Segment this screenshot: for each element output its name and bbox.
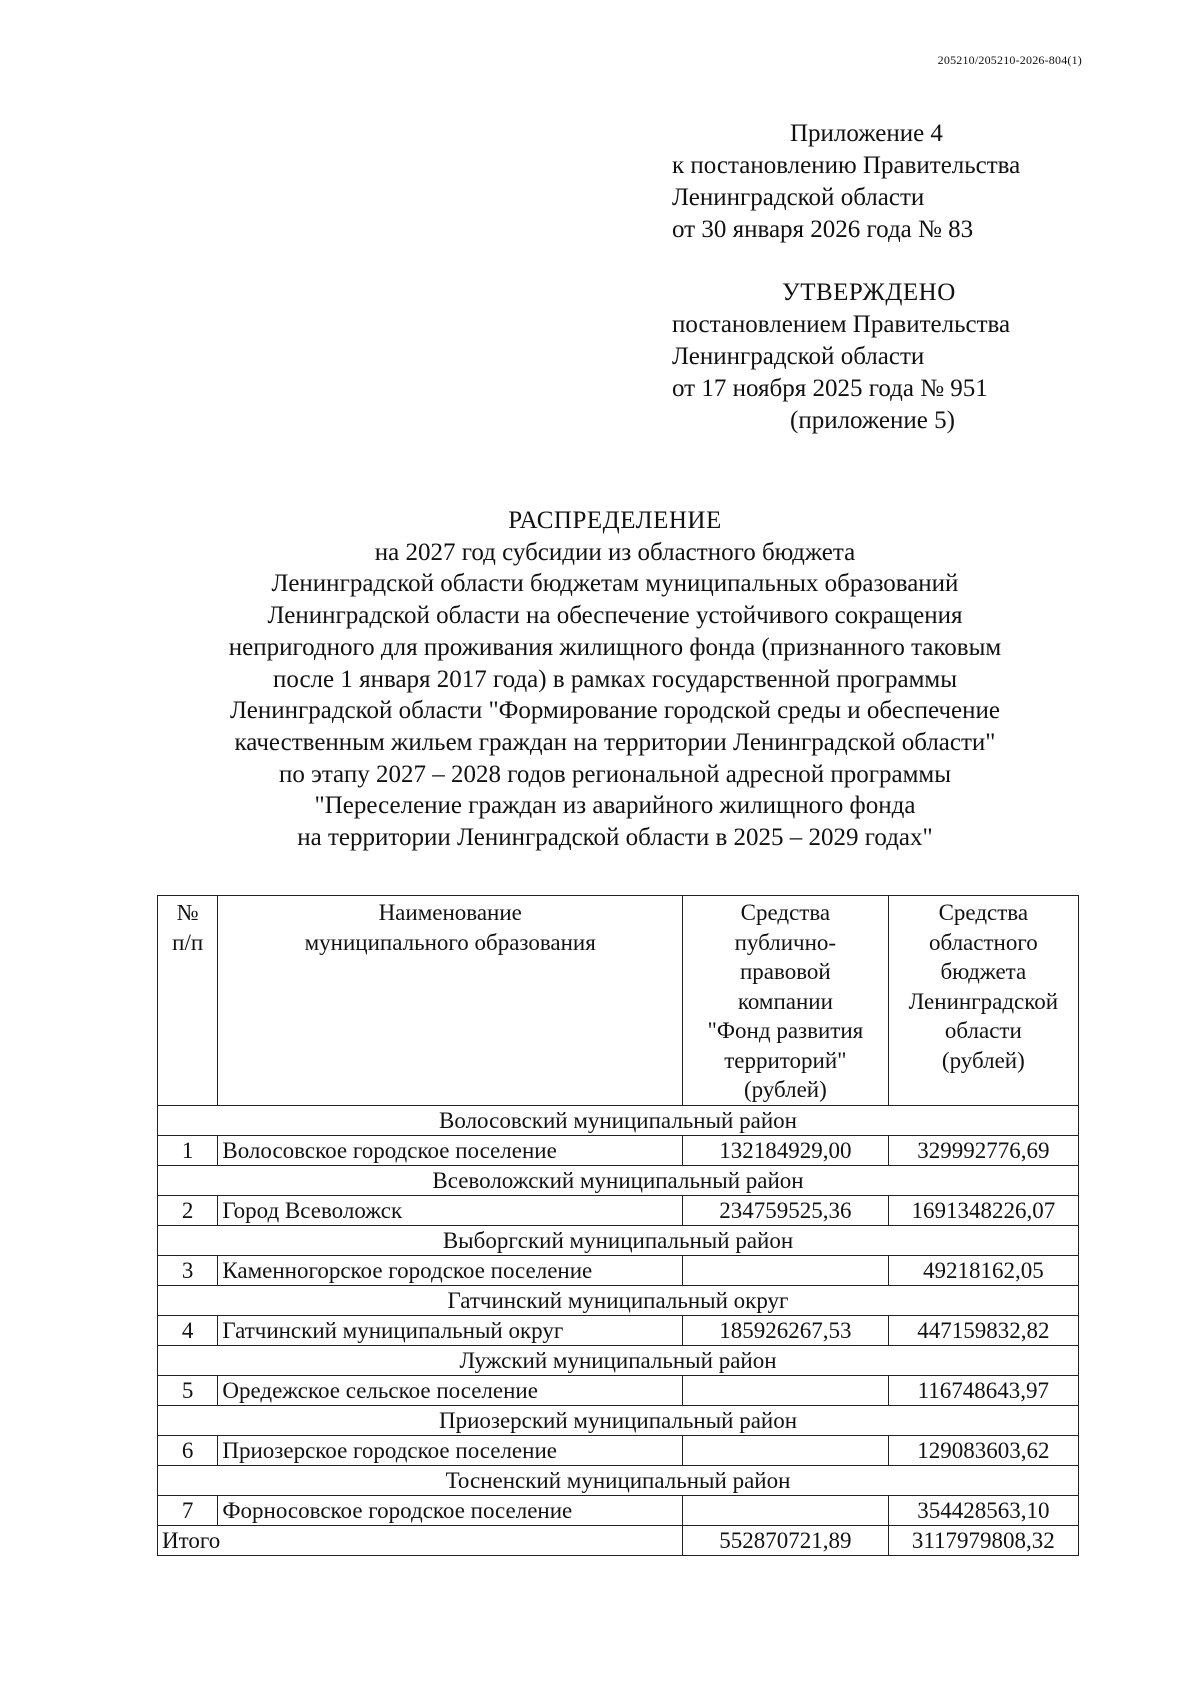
title-line: на территории Ленинградской области в 2025 – 2029 годах" — [297, 824, 933, 852]
title-line: на 2027 год субсидии из областного бюджета — [374, 538, 856, 566]
header-fund: Средства публично- правовой компании "Фонд развития территорий" (рублей) — [683, 896, 889, 1106]
appendix-line: Ленинградской области — [672, 184, 925, 211]
title-heading: РАСПРЕДЕЛЕНИЕ — [508, 507, 722, 534]
document-title — [150, 505, 1080, 854]
approved-line: (приложение 5) — [790, 407, 955, 434]
title-line: Ленинградской области "Формирование городской среды и обеспечение — [229, 697, 1001, 725]
district-row: Лужский муниципальный район — [158, 1345, 1079, 1375]
distribution-table — [157, 895, 1079, 1556]
district-row: Выборгский муниципальный район — [158, 1225, 1079, 1255]
table-row: 5 Оредежское сельское поселение 116748643,97 — [158, 1375, 1079, 1405]
approved-heading: УТВЕРЖДЕНО — [782, 279, 956, 306]
appendix-line: к постановлению Правительства — [672, 152, 1021, 179]
title-line: Ленинградской области бюджетам муниципальных образований — [271, 570, 959, 598]
table-row: 6 Приозерское городское поселение 129083603,62 — [158, 1435, 1079, 1465]
table-row: 2 Город Всеволожск 234759525,36 1691348226,07 — [158, 1195, 1079, 1225]
title-line: качественным жильем граждан на территории Ленинградской области" — [234, 728, 996, 756]
table-row: 4 Гатчинский муниципальный округ 185926267,53 447159832,82 — [158, 1315, 1079, 1345]
header-regional-budget: Средства областного бюджета Ленинградской области (рублей) — [888, 896, 1078, 1106]
district-row: Тосненский муниципальный район — [158, 1465, 1079, 1495]
title-line: по этапу 2027 – 2028 годов региональной адресной программы — [278, 760, 952, 788]
total-row — [158, 1525, 1079, 1555]
total-fund: 552870721,89 — [683, 1525, 889, 1555]
approved-line: постановлением Правительства — [672, 311, 1011, 338]
approved-line: от 17 ноября 2025 года № 951 — [672, 375, 988, 402]
district-row: Гатчинский муниципальный округ — [158, 1285, 1079, 1315]
header-num: № п/п — [158, 896, 218, 1106]
title-line: непригодного для проживания жилищного фонда (признанного таковым — [228, 633, 1002, 661]
table-row: 7 Форносовское городское поселение 354428563,10 — [158, 1495, 1079, 1525]
appendix-line: от 30 января 2026 года № 83 — [672, 216, 974, 243]
approved-line: Ленинградской области — [672, 343, 925, 370]
approved-block — [672, 277, 1010, 437]
table-row: 1 Волосовское городское поселение 132184929,00 329992776,69 — [158, 1135, 1079, 1165]
title-line: после 1 января 2017 года) в рамках государственной программы — [272, 665, 958, 693]
title-line: "Переселение граждан из аварийного жилищного фонда — [314, 792, 916, 820]
appendix-line: Приложение 4 — [790, 120, 943, 147]
table-header-row — [158, 896, 1079, 1106]
document-number: 205210/205210-2026-804(1) — [937, 53, 1082, 67]
appendix-block — [672, 118, 1020, 246]
district-row: Волосовский муниципальный район — [158, 1105, 1079, 1135]
district-row: Всеволожский муниципальный район — [158, 1165, 1079, 1195]
header-name: Наименование муниципального образования — [218, 896, 683, 1106]
table-row: 3 Каменногорское городское поселение 49218162,05 — [158, 1255, 1079, 1285]
total-regional-budget: 3117979808,32 — [888, 1525, 1078, 1555]
district-row: Приозерский муниципальный район — [158, 1405, 1079, 1435]
title-line: Ленинградской области на обеспечение устойчивого сокращения — [267, 602, 963, 630]
total-label: Итого — [158, 1525, 683, 1555]
